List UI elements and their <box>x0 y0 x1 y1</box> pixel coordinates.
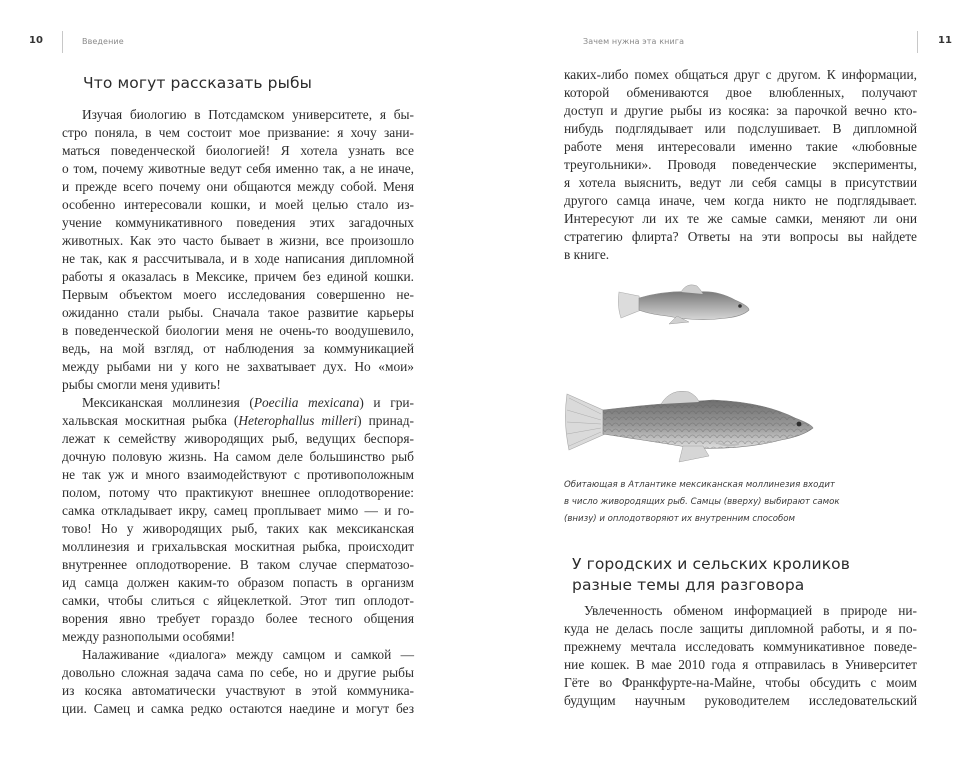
text-line: ожиданно стали рыбы. Сначала такое развитие карьеры <box>62 305 414 320</box>
text-line: Налаживание «диалога» между самцом и самкой — <box>82 647 414 662</box>
text-line: работы я оказалась в Мексике, причем без единой кошки. <box>62 269 414 284</box>
running-head: Зачем нужна эта книга <box>583 37 685 46</box>
text-line: куда не делась после защиты дипломной работы, и я по- <box>564 621 917 636</box>
heading-line: разные темы для разговора <box>572 576 805 594</box>
body-text <box>62 106 414 718</box>
heading-line: У городских и сельских кроликов <box>572 555 850 573</box>
text-line: в поведенческой биологии меня не очень-то воодушевило, <box>62 323 414 338</box>
latin-name: Poecilia mexicana <box>253 395 360 410</box>
body-text <box>564 602 917 710</box>
section-heading <box>572 554 850 596</box>
text-line: треугольники». Проводя поведенческие эксперименты, <box>564 157 917 172</box>
text-line: ворения явно требует гораздо более тесного общения <box>62 611 414 626</box>
body-text <box>564 66 917 264</box>
text-line: полом, потому что практикуют внешнее оплодотворение: <box>62 485 414 500</box>
text-line: в книге. <box>564 247 610 262</box>
text-line: внутреннее оплодотворение. В таком случае сперматозо- <box>62 557 414 572</box>
text-line: прежнему мечтала исследовать коммуникативное поведе- <box>564 639 917 654</box>
header-divider <box>62 31 63 53</box>
text-line: ведь, на мой взгляд, от наблюдения за коммуникацией <box>62 341 414 356</box>
text-line: не так, как я рассчитывала, и в ходе написания дипломной <box>62 251 414 266</box>
text-line: рыбы смогли меня удивить! <box>62 377 221 392</box>
text-line: животных. Как это часто бывает в жизни, все произошло <box>62 233 414 248</box>
caption-line: в число живородящих рыб. Самцы (вверху) выбирают самок <box>564 497 840 507</box>
text-line: особенно интересовали кошки, и моей целью стало из- <box>62 197 414 212</box>
text-line: работе меня интересовали именно такие «любовные <box>564 139 917 154</box>
text-line: хальвская москитная рыбка (Heterophallus milleri) принад- <box>62 413 414 428</box>
caption-line: (внизу) и оплодотворяют их внутренним способом <box>564 514 796 524</box>
text-line: Увлеченность обменом информацией в природе ни- <box>584 603 917 618</box>
text-line: нибудь подглядывает или подслушивает. В дипломной <box>564 121 917 136</box>
text-line: будущим научным руководителем исследовательский <box>564 693 917 708</box>
text-line: маться поведенческой биологией! Я хотела узнать все <box>62 143 414 158</box>
text-line: ции. Самец и самка редко остаются наедине и могут без <box>62 701 414 716</box>
text-line: Мексиканская моллинезия (Poecilia mexicana) и гри- <box>82 395 415 410</box>
page-number: 10 <box>29 35 43 46</box>
text-line: дочную половую жизнь. На самом деле большинство рыб <box>62 449 414 464</box>
text-line: Интересуют ли их те же самые самки, меняют ли они <box>564 211 917 226</box>
text-line: стро поняла, в чем состоит мое призвание: я хочу зани- <box>62 125 414 140</box>
text-line: между рыбами ни у кого не захватывает дух. Но «мои» <box>62 359 414 374</box>
text-line: которой обмениваются двое влюбленных, получают <box>564 85 917 100</box>
text-line: лежат к семейству живородящих рыб, ведущих беспоря- <box>62 431 414 446</box>
text-line: Изучая биологию в Потсдамском университете, я бы- <box>82 107 414 122</box>
text-line: довольно сложная задача сама по себе, но и другие рыбы <box>62 665 414 680</box>
text-line: другого самца иначе, чем когда никто не подглядывает. <box>564 193 917 208</box>
text-line: моллинезия и грихальвская москитная рыбка, происходит <box>62 539 414 554</box>
text-line: Первым объектом моего исследования совершенно не- <box>62 287 414 302</box>
text-line: Гёте во Франкфурте-на-Майне, чтобы обсудить с моим <box>564 675 917 690</box>
text-line: тово! Но у живородящих рыб, таких как мексиканская <box>62 521 414 536</box>
figure-caption <box>564 477 924 528</box>
caption-line: Обитающая в Атлантике мексиканская моллинезия входит <box>564 480 835 490</box>
text-line: самки, чтобы слиться с яйцеклеткой. Этот тип оплодот- <box>62 593 414 608</box>
text-line: о том, почему животные ведут себя именно так, а не иначе, <box>62 161 414 176</box>
text-line: самка откладывает икру, самец проплывает мимо — и го- <box>62 503 414 518</box>
text-line: не так уж и много взаимодействуют с противоположным <box>62 467 414 482</box>
text-line: доступ и другие рыбы из косяка: за парочкой вечно кто- <box>564 103 917 118</box>
section-heading: Что могут рассказать рыбы <box>83 74 312 92</box>
female-fish-illustration <box>563 384 818 466</box>
header-divider <box>917 31 918 53</box>
text-line: между разнополыми особями! <box>62 629 236 644</box>
text-line: каких-либо помех общаться друг с другом. К информации, <box>564 67 917 82</box>
left-page <box>0 0 489 761</box>
text-line: из косяка автоматически участвуют в этой коммуника- <box>62 683 414 698</box>
text-line: ид самца должен каким-то образом попасть в организм <box>62 575 414 590</box>
text-line: я хотела выяснить, ведут ли себя самцы в присутствии <box>564 175 917 190</box>
right-page <box>489 0 979 761</box>
text-line: стратегию флирта? Ответы на эти вопросы вы найдете <box>564 229 917 244</box>
latin-name: Heterophallus milleri <box>238 413 358 428</box>
male-fish-illustration <box>617 278 757 328</box>
text-line: учение коммуникативного поведения этих загадочных <box>62 215 414 230</box>
text-line: и прежде всего почему они общаются между собой. Меня <box>62 179 414 194</box>
text-line: ние кошек. В мае 2010 года я отправилась в Университет <box>564 657 917 672</box>
page-number: 11 <box>938 35 952 46</box>
running-head: Введение <box>82 37 124 46</box>
